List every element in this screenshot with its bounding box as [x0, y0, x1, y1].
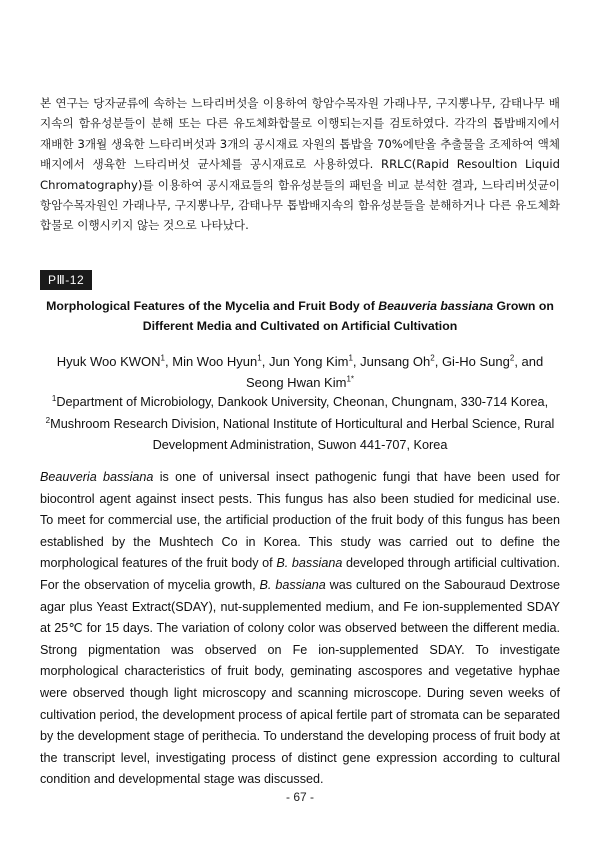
- author-sup: 1: [160, 353, 165, 363]
- paper-title: [40, 296, 560, 336]
- affiliation-text: Mushroom Research Division, National Institute of Horticultural and Herbal Science, Rural Development Administration, Suwon 441-707, Korea: [50, 416, 555, 452]
- author: [172, 354, 261, 369]
- author-sep: ,: [261, 354, 269, 369]
- author-sup: 2: [509, 353, 515, 363]
- title-part-2: Grown on Different Media and Cultivated on Artificial Cultivation: [142, 299, 554, 333]
- abstract-species: B. bassiana: [276, 556, 343, 571]
- author-name: Min Woo Hyun: [172, 354, 258, 369]
- abstract-text: is one of universal insect pathogenic fungi that have been used for biocontrol agent against insect pests. This fungus has also been studied for medicinal use. To meet for commercial use, the artificial production of the fruit body of this fungus has been established by the Mushtech Co in Korea. This study was carried out to define the morphological features of the fruit body of: [40, 470, 560, 571]
- affiliation: [46, 417, 555, 453]
- author-sup: 1: [348, 353, 353, 363]
- author-sep: ,: [165, 354, 173, 369]
- affiliation-text: Department of Microbiology, Dankook University, Cheonan, Chungnam, 330-714 Korea,: [56, 395, 549, 409]
- author-name: Hyuk Woo KWON: [56, 354, 161, 369]
- author-name: Junsang Oh: [360, 354, 431, 369]
- author: [269, 354, 353, 369]
- abstract-species: Beauveria bassiana: [40, 470, 154, 484]
- affiliations: [40, 392, 560, 457]
- affiliation: [52, 395, 548, 409]
- author-sep: ,: [434, 354, 442, 369]
- author-name: Seong Hwan Kim: [245, 374, 347, 390]
- author: [57, 354, 165, 369]
- page-number: - 67 -: [285, 790, 314, 804]
- abstract-species: B. bassiana: [259, 577, 326, 592]
- title-species: Beauveria bassiana: [378, 299, 494, 313]
- korean-abstract: 본 연구는 당자균류에 속하는 느타리버섯을 이용하여 항암수목자원 가래나무, 구지뽕나무, 감태나무 배지속의 함유성분들이 분해 또는 다른 유도체화합물로 이행되는지를 검토하였다. 각각의 톱밥배지에서 재배한 3개월 생육한 느타리버섯과 3개의 공시재료 자원의 톱밥을 70%에탄올 추출물을 조제하여 액체배지에서 생육한 느타리버섯 균사체를 공시재료로 사용하였다. RRLC(Rapid Resoultion Liquid Chromatography)를 이용하여 공시재료들의 함유성분들의 패턴을 비교 분석한 결과, 느타리버섯균이 항암수목자원인 가래나무, 구지뽕나무, 감태나무 톱밥배지속의 함유성분들을 분해하거나 다른 유도체화합물로 이행시키지 않는 것으로 나타났다.: [40, 96, 560, 233]
- abstract-text: was cultured on the Sabouraud Dextrose agar plus Yeast Extract(SDAY), nut-supplemented medium, and Fe ion-supplemented SDAY at 25℃ for 15 days. The variation of colony color was observed between the different media. Strong pigmentation was observed on Fe ion-supplemented SDAY. To investigate morphological characteristics of fruit body, geminating ascospores and vegetative hyphae were observed though light microscopy and scanning microscope. During seven weeks of cultivation period, the development process of apical fertile part of stromata can be separated by the development stage of perithecia. To understand the developing process of fruit body at the transcript level, investigating process of distinct gene expression according to cultural condition and developmental stage was discussed.: [40, 577, 560, 787]
- section-tag: PⅢ-12: [40, 270, 92, 290]
- author-list: [40, 352, 560, 393]
- author: [360, 354, 435, 369]
- author: [246, 375, 354, 390]
- english-abstract: [40, 467, 560, 791]
- author-sep: ,: [352, 354, 361, 369]
- author: [442, 354, 514, 369]
- affiliation-sup: 1: [51, 393, 57, 403]
- author-sep: , and: [514, 354, 544, 369]
- author-name: Gi-Ho Sung: [441, 354, 510, 369]
- author-sup: 2: [430, 353, 435, 363]
- title-part-1: Morphological Features of the Mycelia and Fruit Body of: [46, 299, 379, 313]
- author-sup: 1: [257, 353, 262, 363]
- author-name: Jun Yong Kim: [268, 354, 349, 369]
- abstract-text: developed through artificial cultivation. For the observation of mycelia growth,: [40, 556, 561, 592]
- author-sup: 1*: [346, 374, 354, 384]
- affiliation-sup: 2: [45, 415, 51, 425]
